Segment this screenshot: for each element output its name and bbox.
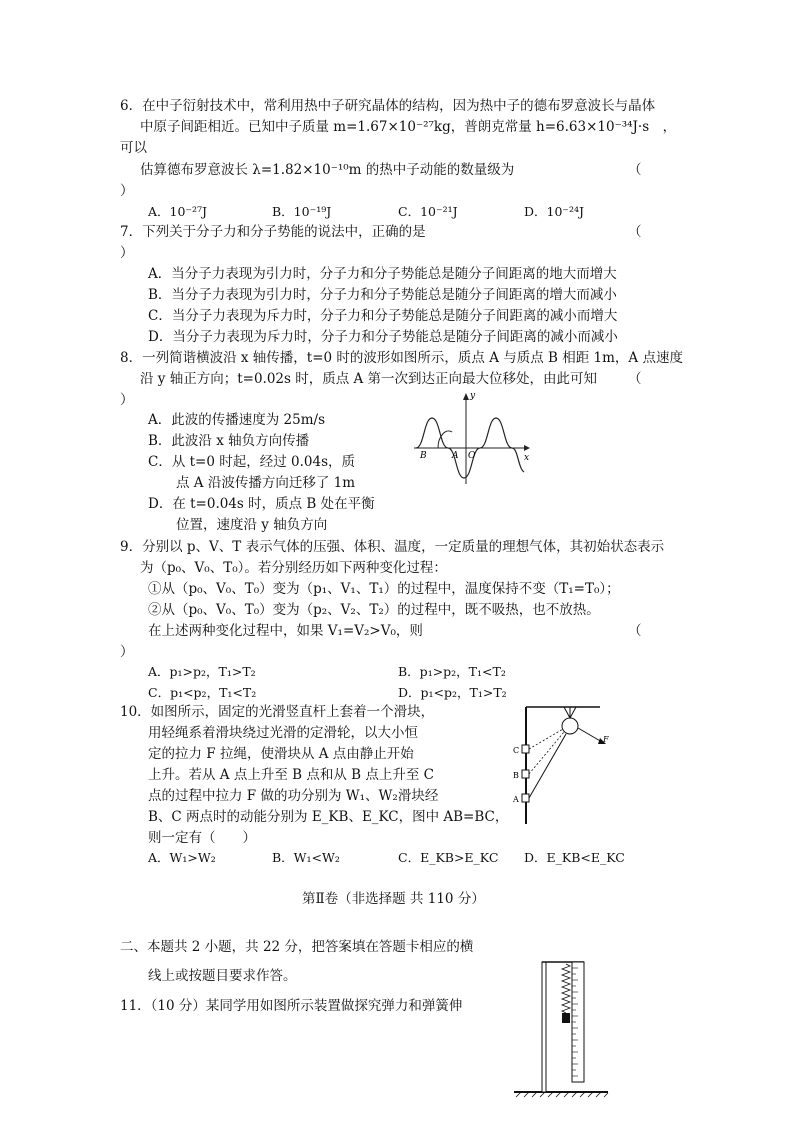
q11-stem: 11．（10 分）某同学用如图所示装置做探究弹力和弹簧伸	[120, 998, 463, 1014]
q9-line5: 在上述两种变化过程中，如果 V₁=V₂>V₀，则	[148, 623, 423, 639]
q6-option-d: D．10⁻²⁴J	[524, 204, 585, 219]
slider-at-b	[522, 770, 529, 778]
label-a: A	[513, 795, 519, 804]
slider-at-a	[522, 794, 529, 802]
q8-paren-close: ）	[120, 392, 134, 408]
q10-line1: 10．如图所示，固定的光滑竖直杆上套着一个滑块，	[120, 704, 435, 720]
q8-line2: 沿 y 轴正方向；t=0.02s 时，质点 A 第一次到达正向最大位移处，由此可知	[140, 371, 598, 387]
q10-line7: 则一定有（ ）	[148, 830, 256, 846]
wave-graph	[410, 388, 540, 488]
support-post	[542, 962, 546, 1092]
spring-apparatus-figure	[508, 958, 614, 1098]
q8-option-d-line1: D．在 t=0.04s 时，质点 B 处在平衡	[148, 496, 375, 512]
q9-line4: ②从（p₀、V₀、T₀）变为（p₂、V₂、T₂）的过程中，既不吸热，也不放热。	[148, 602, 600, 618]
q6-line4: 估算德布罗意波长 λ=1.82×10⁻¹⁰m 的热中子动能的数量级为	[140, 162, 515, 178]
section2-intro-line2: 线上或按题目要求作答。	[148, 968, 297, 984]
q6-paren-open: （	[628, 162, 642, 178]
q8-option-c-line2: 点 A 沿波传播方向迁移了 1m	[176, 475, 356, 491]
label-x: x	[524, 453, 530, 463]
q8-paren-open: （	[628, 371, 642, 387]
q10-option-c: C．E_KB>E_KC	[398, 850, 499, 865]
label-y: y	[470, 391, 476, 401]
q9-option-d: D．p₁<p₂，T₁>T₂	[398, 685, 507, 700]
label-b: B	[420, 451, 427, 461]
slider-at-c	[522, 745, 529, 753]
q6-option-a: A．10⁻²⁷J	[148, 204, 208, 219]
spring	[562, 964, 570, 1013]
label-a: A	[452, 451, 459, 461]
q9-paren-open: （	[628, 623, 642, 639]
q7-option-c: C．当分子力表现为斥力时，分子力和分子势能总是随分子间距离的减小而增大	[148, 308, 618, 324]
q10-option-b: B．W₁<W₂	[272, 850, 340, 865]
q9-line2: 为（p₀、V₀、T₀）。若分别经历如下两种变化过程：	[140, 560, 447, 576]
q10-option-d: D．E_KB<E_KC	[524, 850, 625, 865]
label-c: C	[513, 746, 520, 755]
q10-line2: 用轻绳系着滑块绕过光滑的定滑轮，以大小恒	[148, 725, 418, 741]
q6-line2: 中原子间距相近。已知中子质量 m=1.67×10⁻²⁷kg，普朗克常量 h=6.63×10⁻³⁴J·s ，	[140, 119, 677, 135]
q6-option-c: C．10⁻²¹J	[398, 204, 458, 219]
q9-line1: 9．分别以 p、V、T 表示气体的压强、体积、温度，一定质量的理想气体，其初始状态表示	[120, 539, 665, 555]
q7-stem: 7．下列关于分子力和分子势能的说法中，正确的是	[120, 224, 426, 240]
section2-intro-line1: 二、本题共 2 小题，共 22 分，把答案填在答题卡相应的横	[120, 939, 474, 955]
q7-paren-open: （	[628, 224, 642, 240]
q7-option-b: B．当分子力表现为引力时，分子力和分子势能总是随分子间距离的增大而减小	[148, 287, 617, 303]
rope-f	[578, 728, 602, 742]
q9-line3: ①从（p₀、V₀、T₀）变为（p₁、V₁、T₁）的过程中，温度保持不变（T₁=T₀）；	[148, 581, 620, 597]
q8-option-a: A．此波的传播速度为 25m/s	[148, 412, 325, 428]
q7-option-a: A．当分子力表现为引力时，分子力和分子势能总是随分子间距离的地大而增大	[148, 266, 617, 282]
q9-option-c: C．p₁<p₂，T₁<T₂	[148, 685, 257, 700]
q7-option-d: D．当分子力表现为斥力时，分子力和分子势能总是随分子间距离的减小而减小	[148, 329, 618, 345]
q8-line1: 8．一列简谐横波沿 x 轴传播，t=0 时的波形如图所示，质点 A 与质点 B 相距 1m，A 点速度	[120, 350, 683, 366]
q10-line5: 点的过程中拉力 F 做的功分别为 W₁、W₂滑块经	[148, 788, 439, 804]
q10-line3: 定的拉力 F 拉绳，使滑块从 A 点由静止开始	[148, 746, 414, 762]
q8-option-d-line2: 位置，速度沿 y 轴负方向	[176, 517, 328, 533]
label-f: F	[603, 735, 609, 744]
q7-paren-close: ）	[120, 245, 134, 261]
q10-line6: B、C 两点时的动能分别为 E_KB、E_KC，图中 AB=BC，	[148, 809, 509, 825]
q8-option-c-line1: C．从 t=0 时起，经过 0.04s，质	[148, 454, 356, 470]
q6-line3: 可以	[120, 140, 147, 156]
q6-option-b: B．10⁻¹⁹J	[272, 204, 332, 219]
q9-paren-close: ）	[120, 644, 134, 660]
section2-title: 第Ⅱ卷（非选择题 共 110 分）	[302, 891, 485, 907]
q6-line1: 6．在中子衍射技术中，常利用热中子研究晶体的结构，因为热中子的德布罗意波长与晶体	[120, 98, 656, 114]
label-b: B	[513, 771, 519, 780]
q10-option-a: A．W₁>W₂	[148, 850, 216, 865]
q9-option-b: B．p₁>p₂，T₁<T₂	[398, 664, 506, 679]
label-o: O	[468, 451, 476, 461]
y-axis-arrow-icon	[463, 393, 469, 400]
q10-line4: 上升。若从 A 点上升至 B 点和从 B 点上升至 C	[148, 767, 434, 783]
q6-paren-close: ）	[120, 183, 134, 199]
weight-block	[562, 1013, 570, 1023]
rope-a	[529, 734, 566, 798]
q9-option-a: A．p₁>p₂，T₁>T₂	[148, 664, 256, 679]
x-axis-arrow-icon	[524, 445, 530, 451]
pulley-figure	[508, 704, 618, 828]
pulley-wheel-icon	[562, 718, 578, 734]
q8-option-b: B．此波沿 x 轴负方向传播	[148, 433, 310, 449]
